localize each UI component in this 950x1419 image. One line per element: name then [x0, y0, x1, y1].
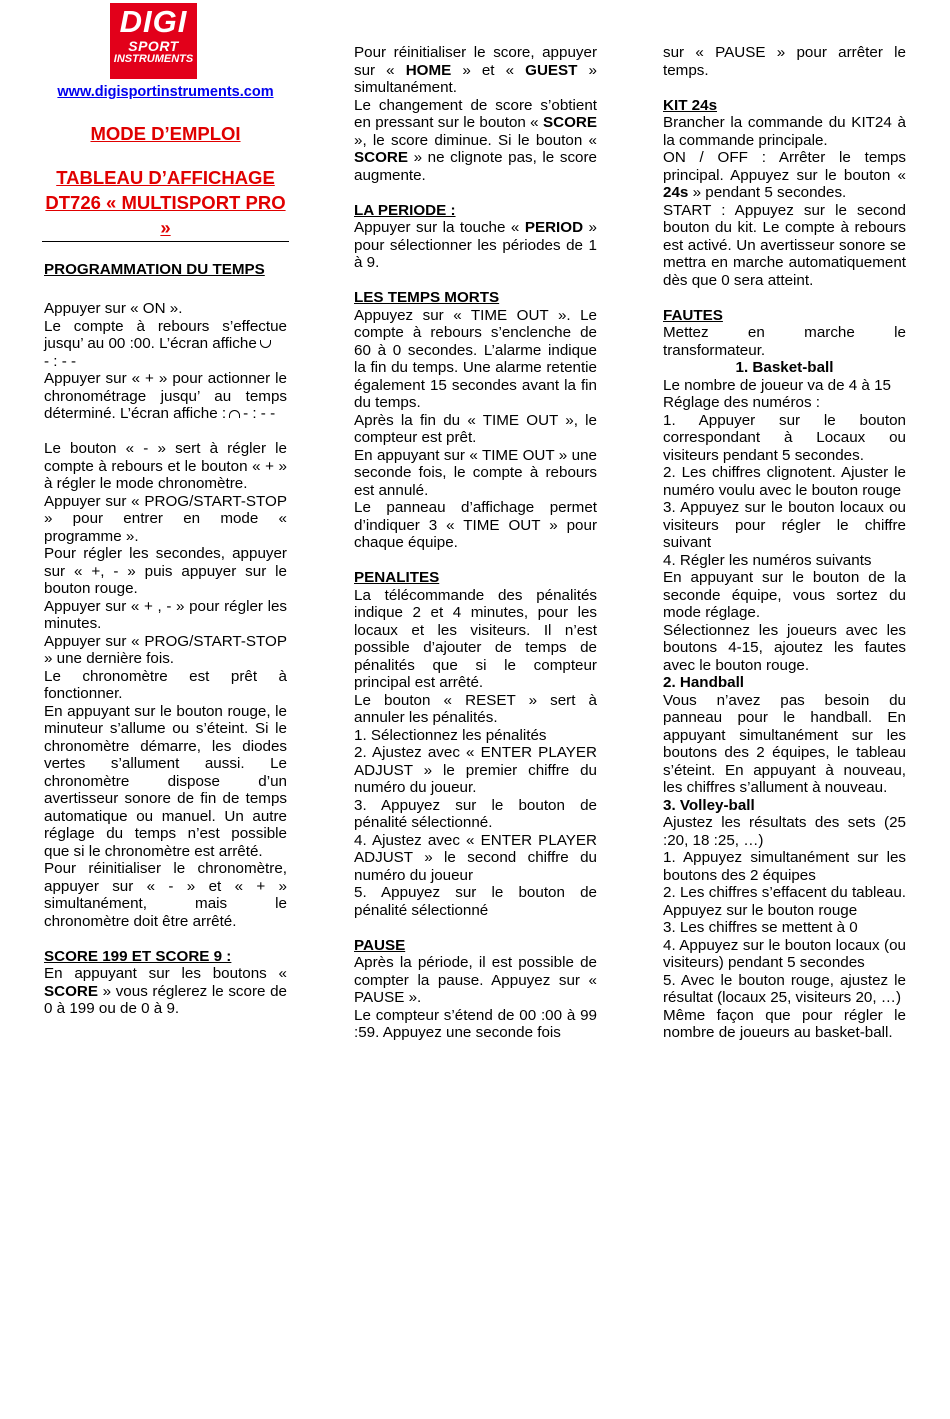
logo-line1: DIGI — [119, 4, 188, 39]
text: Appuyer sur la touche « — [354, 219, 520, 236]
paragraph: Le bouton « RESET » sert à annuler les pénalités. — [354, 691, 597, 726]
text: Le changement de score s’obtient en pressant sur le bouton « — [354, 96, 597, 131]
paragraph: Mettez en marche le transformateur. — [663, 324, 906, 359]
text: GUEST — [525, 61, 578, 79]
text: En appuyant sur les boutons « — [44, 965, 287, 982]
text: PERIOD — [524, 219, 584, 236]
paragraph — [354, 44, 597, 97]
paragraph: Vous n’avez pas besoin du panneau pour le handball. En appuyant simultanément sur les boutons des 2 équipes, le tableau s’éteint. En appuyant à nouveau, les chiffres s’allument à nouveau. — [663, 691, 906, 796]
paragraph: Sélectionnez les joueurs avec les boutons 4-15, ajoutez les fautes avec le bouton rouge. — [663, 621, 906, 674]
paragraph: Le panneau d’affichage permet d’indiquer 3 « TIME OUT » pour chaque équipe. — [354, 499, 597, 551]
text: » ne clignote pas, le score augmente. — [354, 149, 597, 184]
text: 24s — [663, 184, 689, 201]
text: » vous réglerez le score de 0 à 199 ou de 0 à 9. — [44, 982, 287, 1017]
paragraph: 1. Appuyez simultanément sur les boutons des 2 équipes — [663, 849, 906, 884]
text: - : - - — [44, 352, 77, 370]
subheading-volleyball: 3. Volley-ball — [663, 796, 755, 814]
paragraph: 1. Sélectionnez les pénalités — [354, 726, 547, 744]
paragraph — [663, 149, 906, 202]
paragraph: Appuyer sur « PROG/START-STOP » pour entrer en mode « programme ». — [44, 492, 287, 545]
paragraph: Après la période, il est possible de compter la pause. Appuyez sur « PAUSE ». — [354, 954, 597, 1006]
paragraph: Pour réinitialiser le chronomètre, appuyer sur « - » et « + » simultanément, mais le chronomètre doit être arrêté. — [44, 860, 287, 930]
paragraph: 5. Appuyez sur le bouton de pénalité sélectionné — [354, 884, 597, 919]
website-link[interactable]: www.digisportinstruments.com — [57, 84, 274, 100]
paragraph: 3. Les chiffres se mettent à 0 — [663, 919, 858, 936]
section-heading-programmation: PROGRAMMATION DU TEMPS — [44, 261, 265, 278]
paragraph: 4. Appuyez sur le bouton locaux (ou visiteurs) pendant 5 secondes — [663, 936, 906, 971]
paragraph: 2. Les chiffres s’effacent du tableau. Appuyez sur le bouton rouge — [663, 884, 906, 919]
section-heading-fautes: FAUTES — [663, 306, 723, 324]
paragraph: Même façon que pour régler le nombre de joueurs au basket-ball. — [663, 1006, 906, 1041]
section-heading-score: SCORE 199 ET SCORE 9 : — [44, 947, 232, 965]
section-heading-pause: PAUSE — [354, 936, 406, 954]
paragraph: Après la fin du « TIME OUT », le compteur est prêt. — [354, 411, 597, 446]
paragraph — [354, 97, 597, 185]
paragraph: En appuyant sur le bouton de la seconde équipe, vous sortez du mode réglage. — [663, 569, 906, 621]
paragraph: Appuyer sur « ON ». — [44, 300, 183, 317]
section-heading-periode: LA PERIODE : — [354, 201, 456, 219]
display-segment-icon — [229, 410, 240, 418]
paragraph — [44, 965, 287, 1018]
subheading-basketball: 1. Basket-ball — [735, 359, 834, 376]
paragraph: La télécommande des pénalités indique 2 et 4 minutes, pour les locaux et les visiteurs. Il n’est possible d’ajouter de temps de pénalités que si le compteur principal est arrêté. — [354, 586, 597, 691]
paragraph — [44, 370, 287, 423]
paragraph: Appuyer sur « PROG/START-STOP » une dernière fois. — [44, 632, 287, 667]
text: SCORE — [542, 114, 597, 131]
paragraph: Le bouton « - » sert à régler le compte à rebours et le bouton « + » à régler le mode chronomètre. — [44, 440, 287, 492]
column-1 — [44, 300, 287, 1018]
paragraph: 2. Ajustez avec « ENTER PLAYER ADJUST » le premier chiffre du numéro du joueur. — [354, 744, 597, 796]
paragraph: 4. Régler les numéros suivants — [663, 551, 872, 569]
paragraph: Brancher la commande du KIT24 à la commande principale. — [663, 114, 906, 149]
paragraph: Ajustez les résultats des sets (25 :20, 18 :25, …) — [663, 814, 906, 849]
text: » pendant 5 secondes. — [692, 184, 847, 201]
text: HOME — [405, 61, 452, 79]
text: » pour sélectionner les périodes de 1 à 9. — [354, 219, 597, 271]
paragraph: 2. Les chiffres clignotent. Ajuster le numéro voulu avec le bouton rouge — [663, 464, 906, 499]
doc-subtitle: TABLEAU D’AFFICHAGE DT726 « MULTISPORT PRO » — [45, 167, 286, 238]
text: SCORE — [354, 149, 409, 166]
paragraph — [354, 219, 597, 272]
text: Le compte à rebours s’effectue jusqu’ au 00 :00. L’écran affiche — [44, 317, 287, 352]
section-heading-penalites: PENALITES — [354, 569, 440, 586]
paragraph: 4. Ajustez avec « ENTER PLAYER ADJUST » le second chiffre du numéro du joueur — [354, 831, 597, 884]
column-2 — [354, 44, 597, 1042]
doc-title: MODE D’EMPLOI — [90, 123, 241, 144]
text: » et « — [462, 61, 515, 79]
paragraph: 5. Avec le bouton rouge, ajustez le résultat (locaux 25, visiteurs 20, …) — [663, 971, 906, 1006]
column-3 — [663, 44, 906, 1042]
text: » simultanément. — [354, 61, 597, 96]
paragraph: START : Appuyez sur le second bouton du kit. Le compte à rebours est activé. Un avertisseur sonore se mettra en marche automatiquement dès que 0 sera atteint. — [663, 201, 906, 289]
section-heading-kit24s: KIT 24s — [663, 96, 718, 114]
paragraph: sur « PAUSE » pour arrêter le temps. — [663, 44, 906, 79]
section-heading-temps-morts: LES TEMPS MORTS — [354, 289, 500, 306]
text: ON / OFF : Arrêter le temps principal. Appuyez sur le bouton « — [663, 149, 906, 184]
title-divider — [42, 241, 289, 242]
paragraph: Appuyez sur « TIME OUT ». Le compte à rebours s’enclenche de 60 à 0 secondes. L’alarme indique la fin du temps. Une alarme retentie également 15 secondes avant la fin du temps. — [354, 306, 597, 411]
text: », le score diminue. Si le bouton « — [354, 131, 597, 149]
paragraph: 3. Appuyez sur le bouton locaux ou visiteurs pour régler le chiffre suivant — [663, 499, 906, 551]
text: Pour réinitialiser le score, appuyer sur « — [354, 44, 597, 79]
subheading-handball: 2. Handball — [663, 674, 745, 691]
logo-line3: INSTRUMENTS — [113, 53, 194, 65]
paragraph: Le nombre de joueur va de 4 à 15 — [663, 376, 891, 394]
paragraph: Le compteur s’étend de 00 :00 à 99 :59. Appuyez une seconde fois — [354, 1006, 597, 1041]
logo-line2: SPORT — [128, 38, 179, 54]
paragraph: En appuyant sur le bouton rouge, le minuteur s’allume ou s’éteint. Si le chronomètre démarre, les diodes vertes s’allument aussi. Le chronomètre dispose d’un avertisseur sonore de fin de temps automatique ou manuel. Un autre réglage du temps n’est possible que si le chronomètre est arrêté. — [44, 702, 287, 860]
paragraph — [44, 318, 287, 371]
display-segment-icon — [260, 340, 271, 348]
paragraph: 3. Appuyez sur le bouton de pénalité sélectionné. — [354, 796, 597, 831]
paragraph: 1. Appuyer sur le bouton correspondant à Locaux ou visiteurs pendant 5 secondes. — [663, 411, 906, 464]
paragraph: Le chronomètre est prêt à fonctionner. — [44, 667, 287, 702]
paragraph: Pour régler les secondes, appuyer sur « +, - » puis appuyer sur le bouton rouge. — [44, 545, 287, 597]
paragraph: Appuyer sur « + , - » pour régler les minutes. — [44, 597, 287, 632]
paragraph: Réglage des numéros : — [663, 394, 821, 411]
paragraph: En appuyant sur « TIME OUT » une seconde fois, le compte à rebours est annulé. — [354, 446, 597, 499]
text: Appuyer sur « + » pour actionner le chronométrage jusqu’ au temps déterminé. L’écran affiche : — [44, 370, 287, 422]
text: SCORE — [44, 982, 99, 1000]
text: - : - - — [243, 405, 276, 422]
brand-logo — [110, 3, 197, 79]
